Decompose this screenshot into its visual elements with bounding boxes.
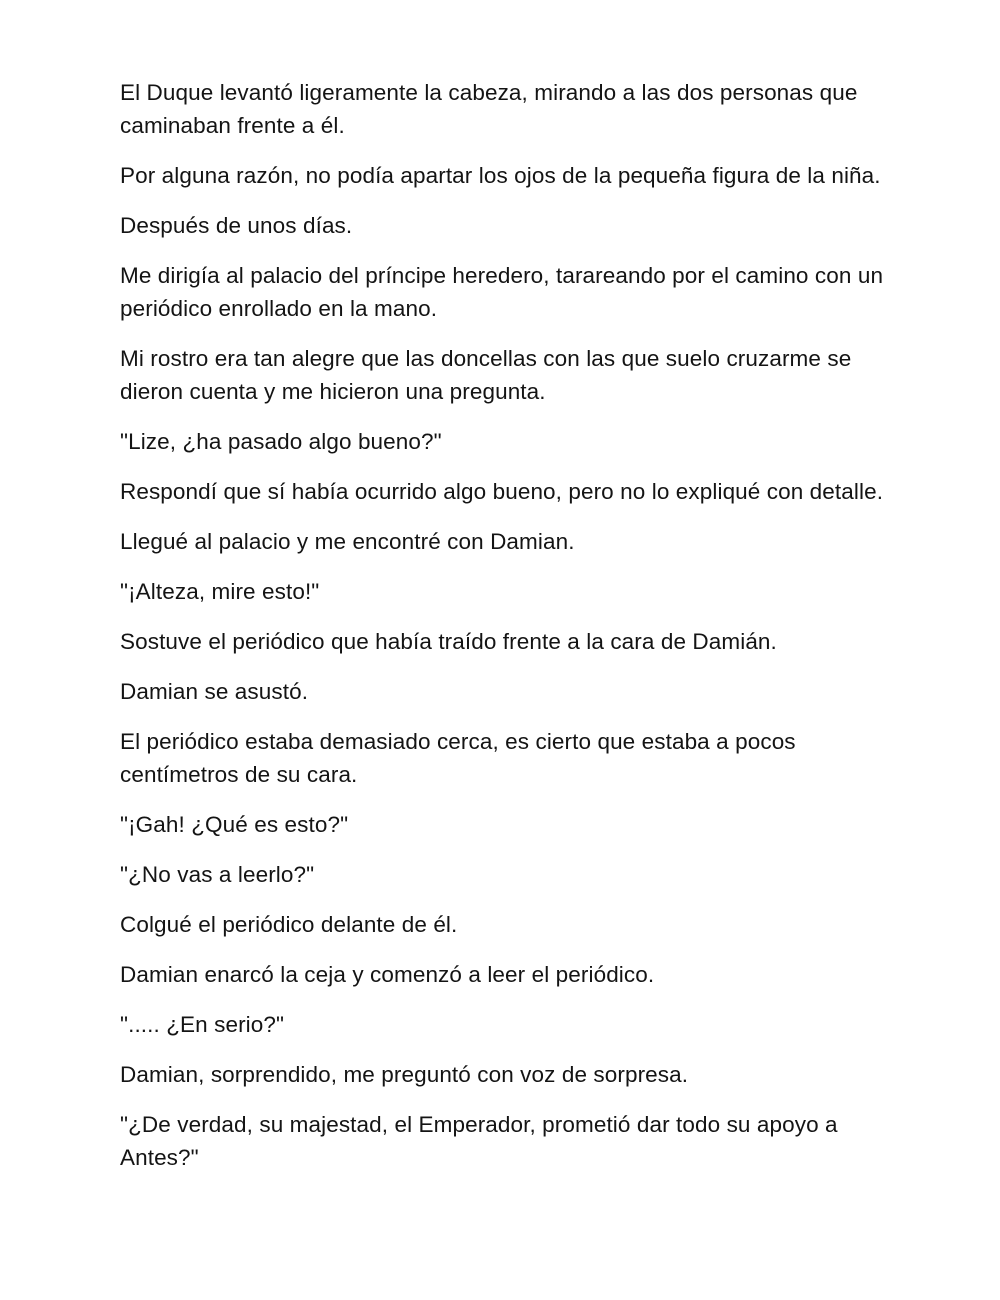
- paragraph: Me dirigía al palacio del príncipe heredero, tarareando por el camino con un periódico enrollado en la mano.: [120, 263, 884, 321]
- paragraph: Damian, sorprendido, me preguntó con voz de sorpresa.: [120, 1062, 689, 1087]
- document-body: [120, 76, 890, 1191]
- paragraph: "¿De verdad, su majestad, el Emperador, prometió dar todo su apoyo a Antes?": [120, 1112, 838, 1170]
- paragraph: El periódico estaba demasiado cerca, es cierto que estaba a pocos centímetros de su cara.: [120, 729, 796, 787]
- paragraph: Sostuve el periódico que había traído frente a la cara de Damián.: [120, 629, 777, 654]
- paragraph: "¡Gah! ¿Qué es esto?": [120, 812, 349, 837]
- paragraph: "¡Alteza, mire esto!": [120, 579, 320, 604]
- paragraph: Después de unos días.: [120, 213, 353, 238]
- paragraph: Damian enarcó la ceja y comenzó a leer el periódico.: [120, 962, 655, 987]
- paragraph: "Lize, ¿ha pasado algo bueno?": [120, 429, 442, 454]
- paragraph: "¿No vas a leerlo?": [120, 862, 315, 887]
- paragraph: Colgué el periódico delante de él.: [120, 912, 458, 937]
- paragraph: Por alguna razón, no podía apartar los ojos de la pequeña figura de la niña.: [120, 163, 881, 188]
- paragraph: Damian se asustó.: [120, 679, 309, 704]
- paragraph: Llegué al palacio y me encontré con Damian.: [120, 529, 575, 554]
- paragraph: El Duque levantó ligeramente la cabeza, mirando a las dos personas que caminaban frente a él.: [120, 80, 858, 138]
- paragraph: Mi rostro era tan alegre que las doncellas con las que suelo cruzarme se dieron cuenta y me hicieron una pregunta.: [120, 346, 852, 404]
- paragraph: "..... ¿En serio?": [120, 1012, 285, 1037]
- paragraph: Respondí que sí había ocurrido algo bueno, pero no lo expliqué con detalle.: [120, 479, 884, 504]
